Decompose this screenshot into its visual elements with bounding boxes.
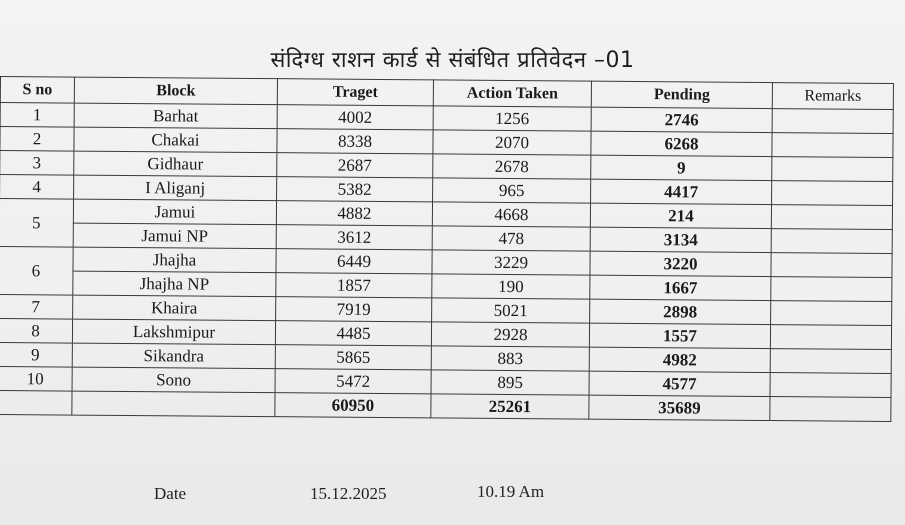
pending-cell: 4982 xyxy=(589,347,770,372)
remarks-cell xyxy=(772,133,893,158)
block-cell: Gidhaur xyxy=(74,151,277,177)
remarks-cell xyxy=(771,277,892,302)
action-taken-cell: 478 xyxy=(432,226,590,251)
sno-cell: 9 xyxy=(0,342,72,367)
remarks-cell xyxy=(771,301,892,326)
total-target: 60950 xyxy=(275,393,431,418)
target-cell: 5472 xyxy=(275,369,431,394)
pending-cell: 3220 xyxy=(590,251,771,276)
pending-cell: 4577 xyxy=(589,371,770,396)
header-action-taken: Action Taken xyxy=(433,80,591,107)
action-taken-cell: 1256 xyxy=(433,106,591,131)
report-title: संदिग्ध राशन कार्ड से संबंधित प्रतिवेदन –01 xyxy=(270,48,635,73)
sno-cell: 4 xyxy=(0,175,74,200)
remarks-cell xyxy=(772,109,893,134)
target-cell: 8338 xyxy=(277,129,433,154)
pending-cell: 1557 xyxy=(589,323,770,348)
remarks-cell xyxy=(770,349,891,374)
target-cell: 3612 xyxy=(276,225,432,250)
remarks-cell xyxy=(772,181,893,206)
remarks-cell xyxy=(770,373,891,398)
sno-cell: 8 xyxy=(0,318,73,343)
target-cell: 6449 xyxy=(276,249,432,274)
target-cell: 1857 xyxy=(276,273,432,298)
totals-sno-cell xyxy=(0,390,72,415)
pending-cell: 6268 xyxy=(591,131,772,156)
action-taken-cell: 2928 xyxy=(431,322,589,347)
action-taken-cell: 965 xyxy=(433,178,591,203)
sno-cell: 2 xyxy=(0,127,74,152)
sno-cell: 5 xyxy=(0,199,74,248)
block-cell: Jhajha xyxy=(73,247,276,273)
sno-cell: 6 xyxy=(0,246,73,295)
pending-cell: 9 xyxy=(591,155,772,180)
header-block: Block xyxy=(74,77,277,105)
footer-date-label: Date xyxy=(154,484,187,503)
pending-cell: 214 xyxy=(590,203,771,228)
block-cell: Jamui xyxy=(73,199,276,225)
header-remarks: Remarks xyxy=(772,83,893,110)
totals-remarks-cell xyxy=(770,397,891,422)
remarks-cell xyxy=(771,253,892,278)
sno-cell: 1 xyxy=(0,103,74,128)
sno-cell: 3 xyxy=(0,151,74,176)
remarks-cell xyxy=(771,229,892,254)
target-cell: 4485 xyxy=(275,321,431,346)
target-cell: 4002 xyxy=(277,105,433,130)
action-taken-cell: 2070 xyxy=(433,130,591,155)
action-taken-cell: 4668 xyxy=(432,202,590,227)
header-target: Traget xyxy=(277,79,433,106)
action-taken-cell: 190 xyxy=(432,274,590,299)
total-action-taken: 25261 xyxy=(431,394,589,419)
block-cell: Lakshmipur xyxy=(72,319,275,345)
remarks-cell xyxy=(772,157,893,182)
pending-cell: 1667 xyxy=(590,275,771,300)
action-taken-cell: 883 xyxy=(431,346,589,371)
block-cell: I Aliganj xyxy=(74,175,277,201)
pending-cell: 3134 xyxy=(590,227,771,252)
action-taken-cell: 5021 xyxy=(432,298,590,323)
header-pending: Pending xyxy=(591,81,772,108)
target-cell: 2687 xyxy=(277,153,433,178)
block-cell: Sikandra xyxy=(72,343,275,369)
footer-time: 10.19 Am xyxy=(477,482,545,501)
pending-cell: 2898 xyxy=(590,299,771,324)
target-cell: 4882 xyxy=(276,201,432,226)
pending-cell: 2746 xyxy=(591,107,772,132)
total-pending: 35689 xyxy=(589,395,770,420)
action-taken-cell: 3229 xyxy=(432,250,590,275)
action-taken-cell: 895 xyxy=(431,370,589,395)
report-table-container xyxy=(0,76,900,422)
block-cell: Barhat xyxy=(74,103,277,129)
remarks-cell xyxy=(771,205,892,230)
report-table xyxy=(0,76,894,422)
block-cell: Chakai xyxy=(74,127,277,153)
totals-block-cell xyxy=(72,391,275,417)
block-cell: Jamui NP xyxy=(73,223,276,249)
block-cell: Khaira xyxy=(73,295,276,321)
action-taken-cell: 2678 xyxy=(433,154,591,179)
pending-cell: 4417 xyxy=(591,179,772,204)
target-cell: 7919 xyxy=(276,297,432,322)
sno-cell: 10 xyxy=(0,366,72,391)
remarks-cell xyxy=(770,325,891,350)
block-cell: Sono xyxy=(72,367,275,393)
header-sno: S no xyxy=(0,77,74,104)
sno-cell: 7 xyxy=(0,294,73,319)
table-body xyxy=(0,103,893,398)
target-cell: 5382 xyxy=(277,177,433,202)
footer-date: 15.12.2025 xyxy=(310,484,387,503)
block-cell: Jhajha NP xyxy=(73,271,276,297)
target-cell: 5865 xyxy=(275,345,431,370)
